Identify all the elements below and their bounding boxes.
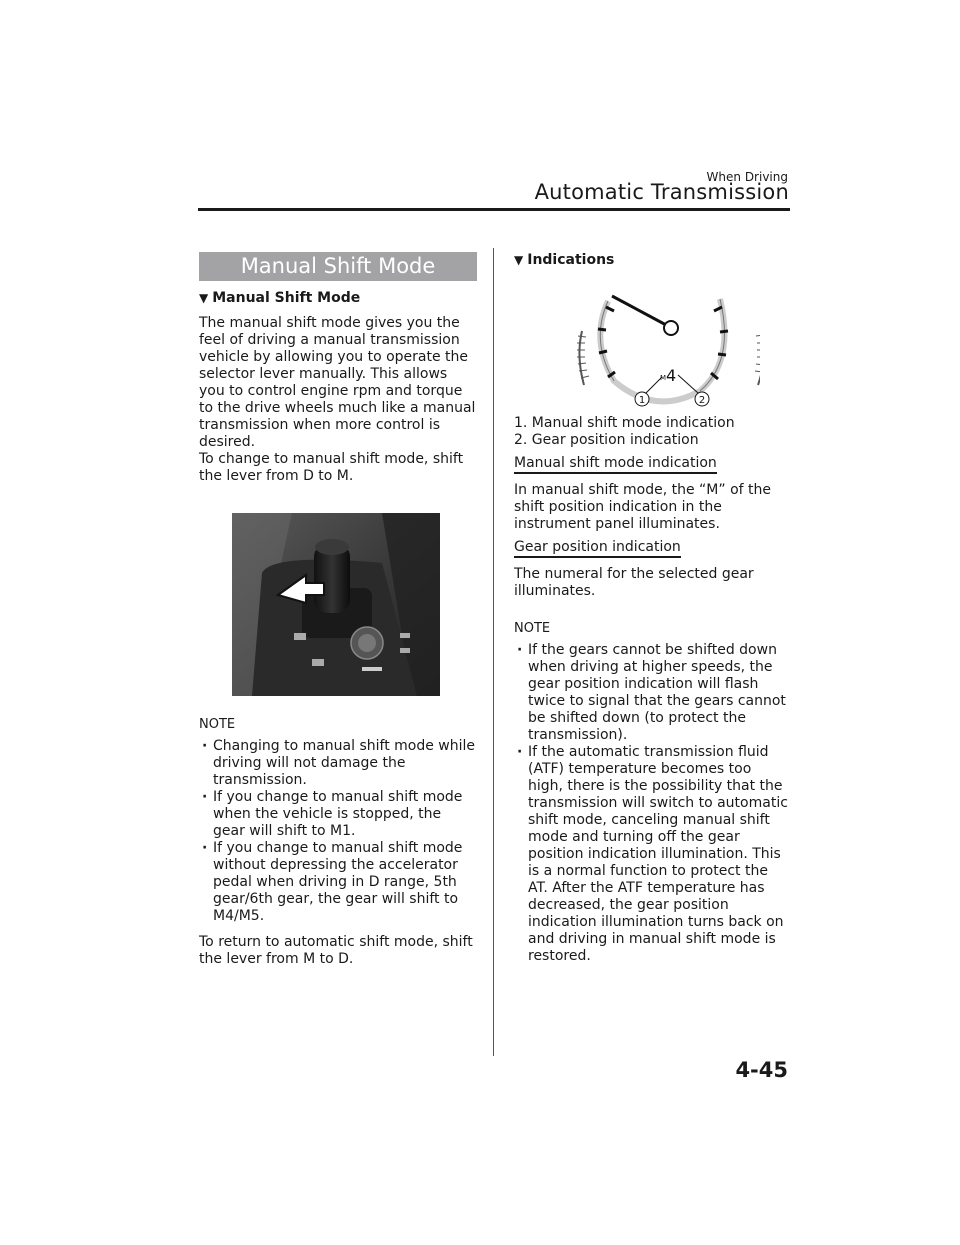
note-label: NOTE [199, 717, 236, 732]
triangle-down-icon: ▼ [514, 253, 524, 267]
manual-indication-heading: Manual shift mode indication [514, 455, 717, 474]
gauge-illustration [550, 281, 760, 411]
note-item: · If the gears cannot be shifted down when driving at higher speeds, the gear position indication will flash twice to signal that the gears cannot be shifted down (to protect the transmission). [514, 642, 790, 744]
gear-number: 4 [666, 366, 677, 385]
section-banner: Manual Shift Mode [199, 252, 477, 281]
note-item: · If you change to manual shift mode without depressing the accelerator pedal when driving in D range, 5th gear/6th gear, the gear will shift to M4/M5. [199, 840, 477, 925]
gear-indication-heading: Gear position indication [514, 539, 681, 558]
note-label: NOTE [514, 621, 551, 636]
column-divider [493, 248, 494, 1056]
right-column [514, 252, 790, 965]
manual-indication-text: In manual shift mode, the “M” of the shift position indication in the instrument panel illuminates. [514, 482, 771, 532]
legend-item: 2. Gear position indication [514, 432, 699, 448]
subsection-heading-manual-shift: ▼ Manual Shift Mode [199, 290, 361, 306]
mode-letter: M [660, 374, 667, 382]
note-item: · If you change to manual shift mode when the vehicle is stopped, the gear will shift to M1. [199, 789, 477, 840]
gear-indication-text: The numeral for the selected gear illuminates. [514, 566, 754, 599]
legend-item: 1. Manual shift mode indication [514, 415, 735, 431]
callout-1: 1 [638, 395, 646, 406]
header-section-label: When Driving [706, 170, 788, 184]
note-item: · If the automatic transmission fluid (ATF) temperature becomes too high, there is the possibility that the transmission will switch to automatic shift mode, canceling manual shift mode and turning off the gear position indication illumination. This is a normal function to protect the AT. After the ATF temperature has decreased, the gear position indication illumination turns back on and driving in manual shift mode is restored. [514, 744, 790, 965]
header-chapter-title: Automatic Transmission [534, 180, 789, 204]
note-item: · Changing to manual shift mode while driving will not damage the transmission. [199, 738, 477, 789]
intro-paragraph: The manual shift mode gives you the feel of driving a manual transmission vehicle by allowing you to operate the selector lever manually. This allows you to control engine rpm and torque to the drive wheels much like a manual transmission when more control is desired. [199, 315, 476, 450]
callout-2: 2 [698, 395, 706, 406]
left-column [199, 252, 477, 968]
note-list [199, 738, 477, 925]
triangle-down-icon: ▼ [199, 291, 209, 305]
shift-lever-photo [232, 513, 440, 696]
gauge-legend [514, 415, 790, 449]
header-divider [198, 208, 790, 211]
note-list [514, 642, 790, 965]
subsection-heading-indications: ▼ Indications [514, 252, 615, 268]
return-paragraph: To return to automatic shift mode, shift the lever from M to D. [199, 934, 473, 967]
instruction-paragraph: To change to manual shift mode, shift the lever from D to M. [199, 451, 464, 484]
page-number: 4-45 [735, 1058, 788, 1082]
